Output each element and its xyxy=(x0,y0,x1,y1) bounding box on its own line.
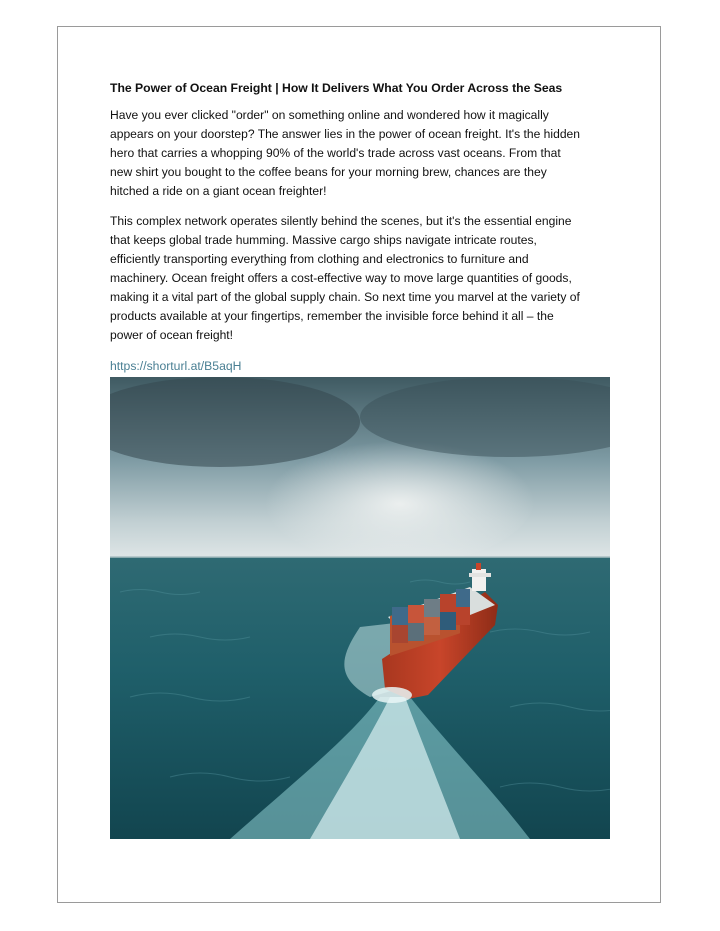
shorturl-link[interactable]: https://shorturl.at/B5aqH xyxy=(110,359,242,373)
paragraph-line: efficiently transporting everything from clothing and electronics to furniture and xyxy=(110,252,529,266)
container-ship-image xyxy=(110,377,610,839)
paragraph-line: power of ocean freight! xyxy=(110,328,234,342)
paragraph-line: products available at your fingertips, remember the invisible force behind it all – the xyxy=(110,309,554,323)
paragraph-line: hero that carries a whopping 90% of the world's trade across vast oceans. From that xyxy=(110,146,561,160)
paragraph-line: This complex network operates silently behind the scenes, but it's the essential engine xyxy=(110,214,572,228)
paragraph-line: new shirt you bought to the coffee beans for your morning brew, chances are they xyxy=(110,165,547,179)
document-page xyxy=(57,26,661,903)
paragraph-line: hitched a ride on a giant ocean freighter! xyxy=(110,184,327,198)
paragraph-2 xyxy=(110,212,610,345)
paragraph-line: machinery. Ocean freight offers a cost-effective way to move large quantities of goods, xyxy=(110,271,572,285)
paragraph-1 xyxy=(110,106,610,201)
paragraph-line: Have you ever clicked "order" on something online and wondered how it magically xyxy=(110,108,549,122)
paragraph-line: making it a vital part of the global supply chain. So next time you marvel at the variety of xyxy=(110,290,580,304)
document-body xyxy=(110,79,610,375)
document-title: The Power of Ocean Freight | How It Delivers What You Order Across the Seas xyxy=(110,81,563,95)
paragraph-line: that keeps global trade humming. Massive cargo ships navigate intricate routes, xyxy=(110,233,537,247)
paragraph-line: appears on your doorstep? The answer lies in the power of ocean freight. It's the hidden xyxy=(110,127,581,141)
